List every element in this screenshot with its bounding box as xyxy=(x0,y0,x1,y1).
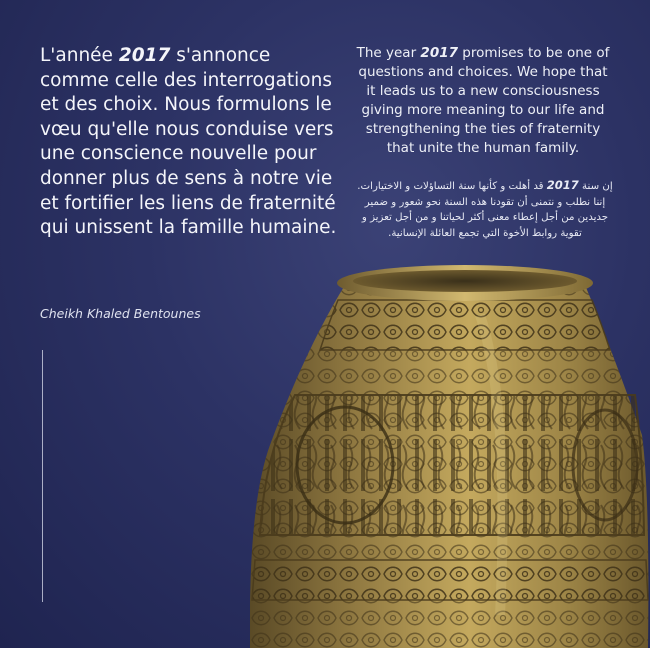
english-year: 2017 xyxy=(420,45,458,61)
french-intro-end: s'annonce xyxy=(170,45,271,66)
brass-bowl-image xyxy=(250,255,650,648)
french-paragraph xyxy=(40,44,340,241)
author-signature: Cheikh Khaled Bentounes xyxy=(40,306,201,321)
english-intro: The year xyxy=(356,45,421,61)
arabic-paragraph xyxy=(356,178,614,241)
french-intro: L'année xyxy=(40,45,119,66)
english-body: questions and choices. We hope that it leads us to a new consciousness giving more meaning to our life and strengthening the ties of fraternity that unite the human family. xyxy=(358,64,608,156)
french-year: 2017 xyxy=(118,45,171,66)
vertical-divider xyxy=(42,350,43,602)
english-intro-end: promises to be one of xyxy=(458,45,610,61)
arabic-body: قد أهلت و كأنها سنة التساؤلات و الاختيارات. إننا نطلب و نتمنى أن تقودنا هذه السنة نحو شعور و ضمير جديدين من أجل إعطاء معنى أكثر لحياتنا و من أجل تعزيز و تقوية روابط الأخوة التي تجمع العائلة الإنسانية. xyxy=(357,181,609,239)
french-body: comme celle des interrogations et des choix. Nous formulons le vœu qu'elle nous conduise vers une conscience nouvelle pour donner plus de sens à notre vie et fortifier les liens de fraternité qui unissent la famille humaine. xyxy=(40,69,337,239)
arabic-year: 2017 xyxy=(546,178,579,192)
english-paragraph xyxy=(352,44,614,158)
arabic-intro: إن سنة xyxy=(578,181,613,192)
